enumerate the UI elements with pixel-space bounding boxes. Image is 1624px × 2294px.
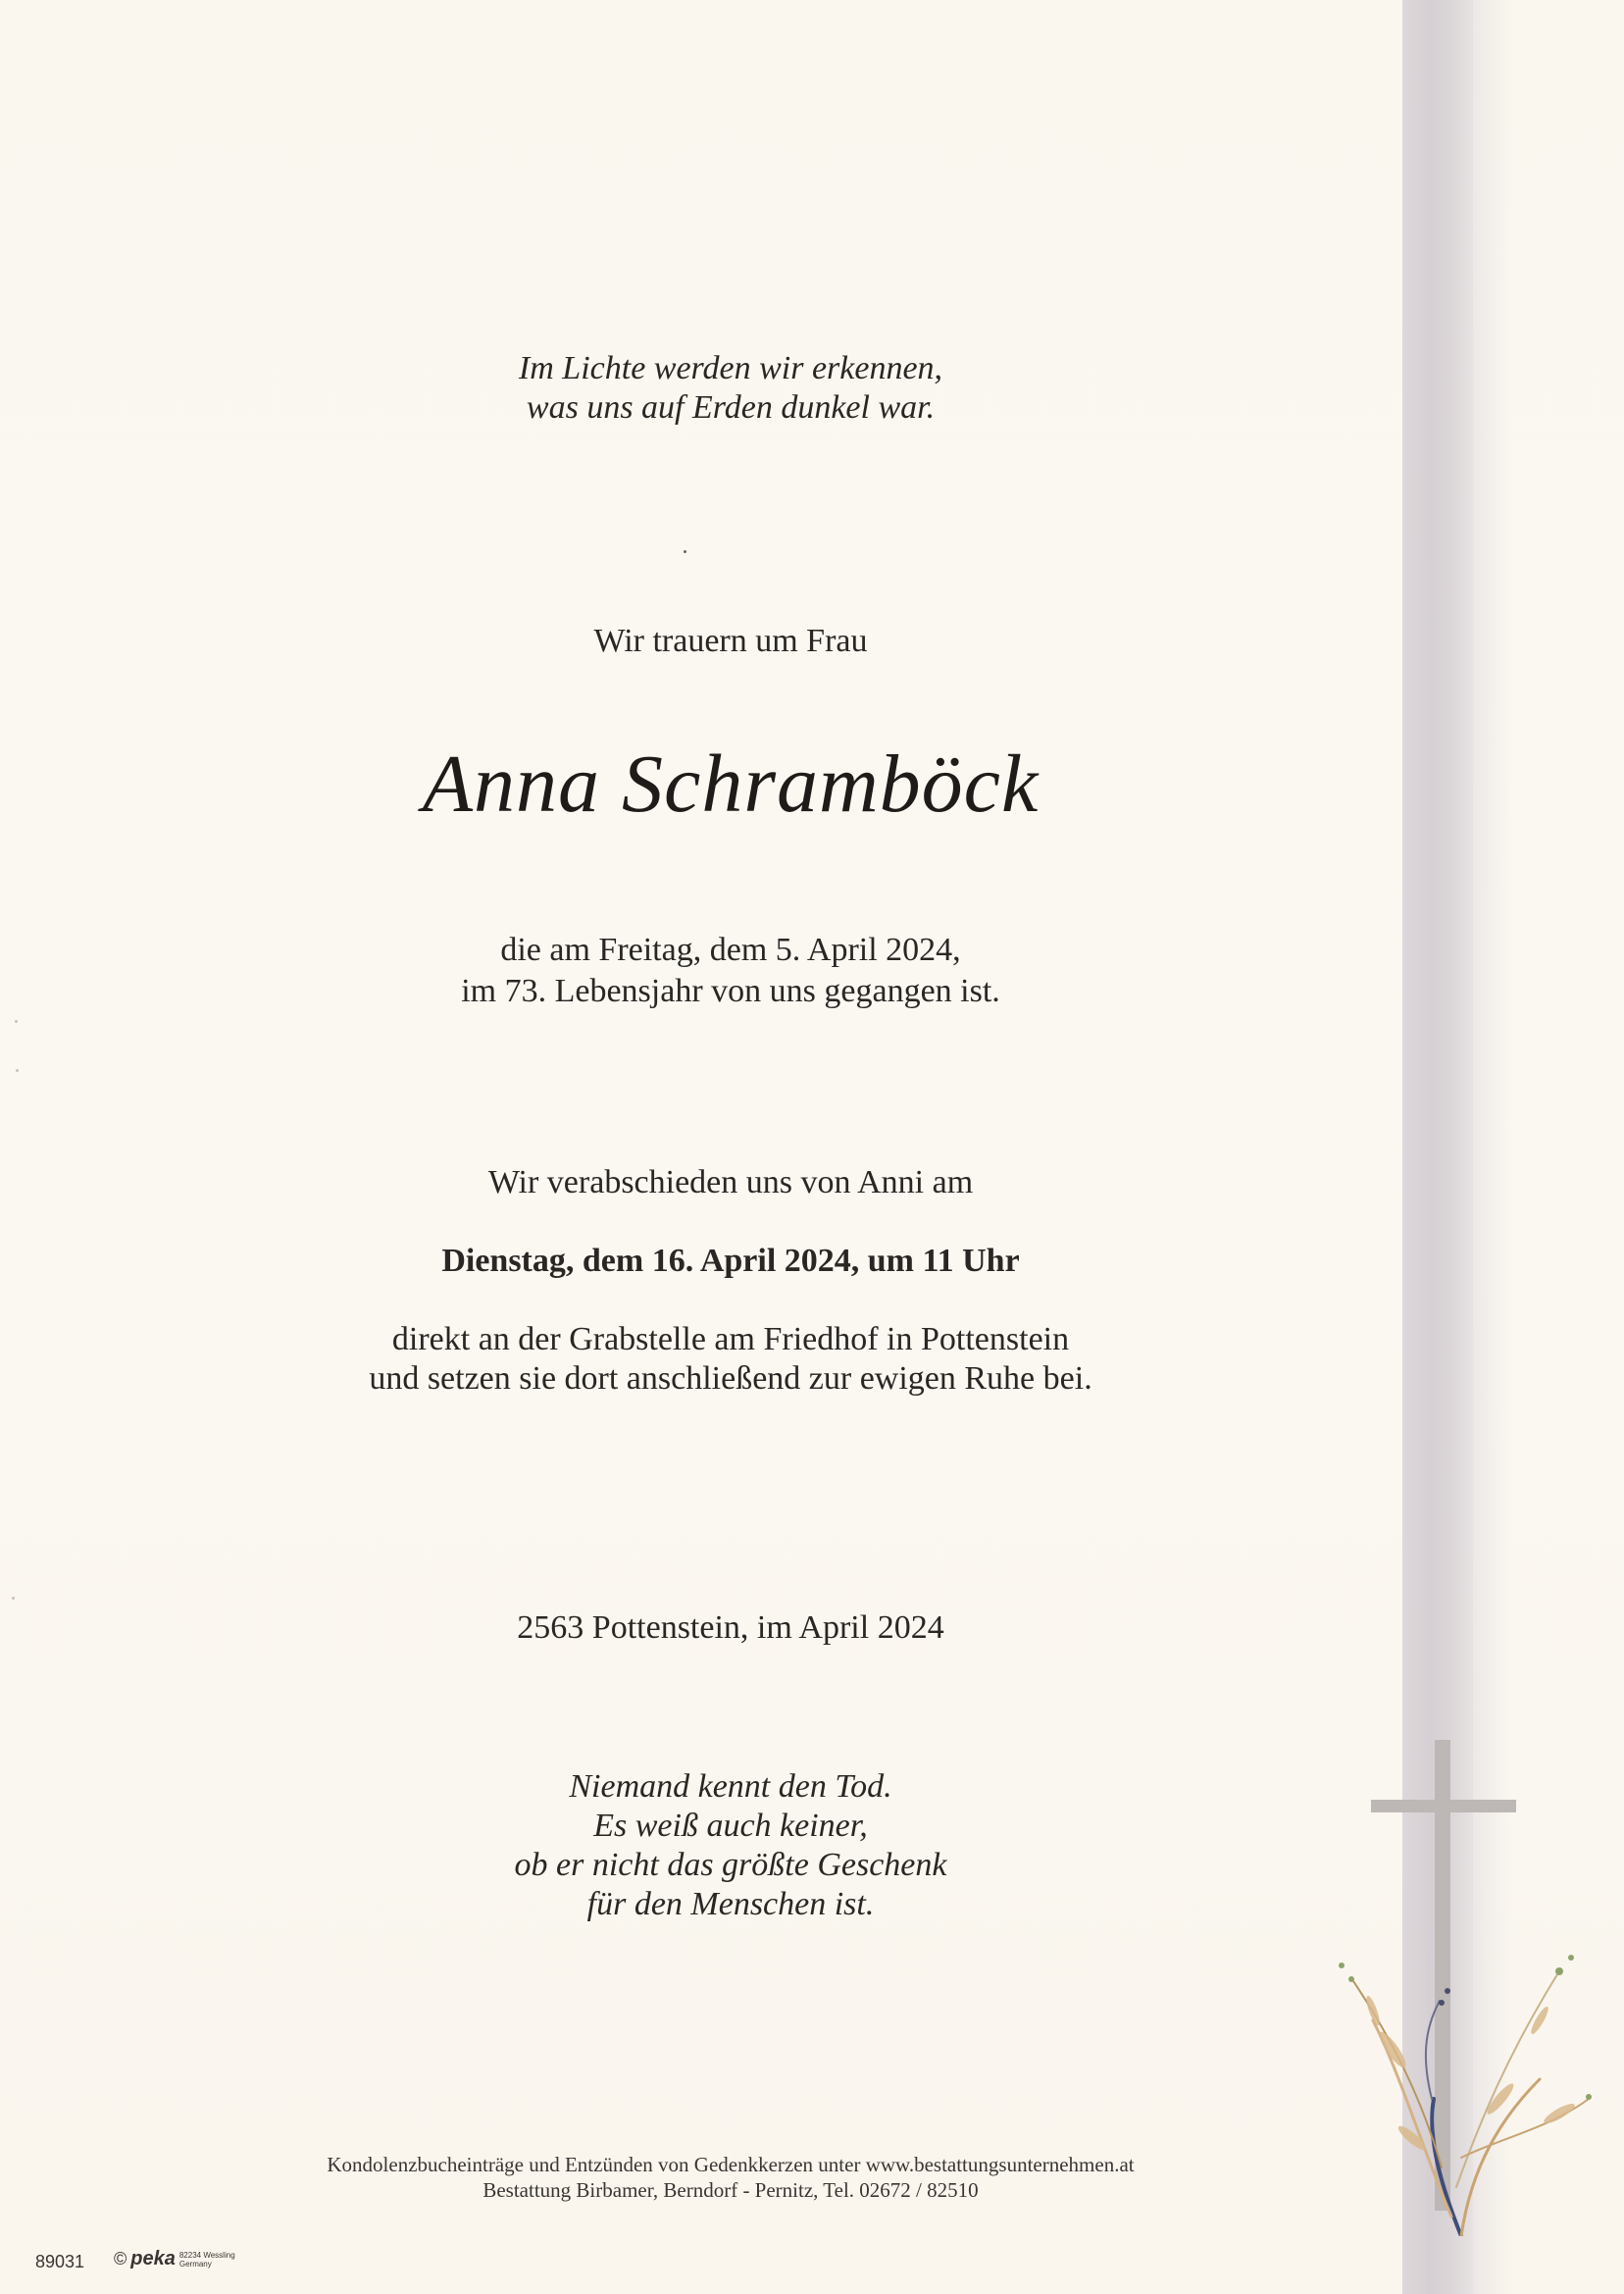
service-place-line-1: direkt an der Grabstelle am Friedhof in Pottenstein <box>391 1321 1070 1357</box>
print-code: 89031 <box>35 2252 85 2271</box>
mourning-intro: Wir trauern um Frau <box>593 623 868 659</box>
copyright-symbol: © <box>114 2249 127 2269</box>
death-notice <box>0 930 1461 1012</box>
paper-speck <box>15 1020 18 1023</box>
paper-speck <box>12 1597 15 1600</box>
motto-line-1: Im Lichte werden wir erkennen, <box>518 350 943 386</box>
cross-with-branches-icon <box>1314 1726 1599 2236</box>
farewell-intro: Wir verabschieden uns von Anni am <box>487 1164 974 1200</box>
printer-brand <box>114 2248 235 2270</box>
printer-address-line-2: Germany <box>178 2259 212 2269</box>
closing-poem <box>0 1767 1461 1924</box>
death-line-2: im 73. Lebensjahr von uns gegangen ist. <box>461 973 1000 1009</box>
deceased-name: Anna Schramböck <box>422 739 1040 830</box>
printer-logo: peka <box>130 2248 176 2269</box>
poem-line-2: Es weiß auch keiner, <box>593 1808 868 1844</box>
plant-branches <box>1353 1971 1589 2236</box>
poem-line-3: ob er nicht das größte Geschenk <box>514 1847 947 1883</box>
service-place-line-2: und setzen sie dort anschließend zur ewigen Ruhe bei. <box>369 1360 1092 1397</box>
printer-address-line-1: 82234 Wessling <box>178 2250 235 2260</box>
footer-line-2: Bestattung Birbamer, Berndorf - Pernitz, Tel. 02672 / 82510 <box>482 2178 979 2202</box>
motto-line-2: was uns auf Erden dunkel war. <box>526 389 936 426</box>
footer-line-1: Kondolenzbucheinträge und Entzünden von Gedenkkerzen unter www.bestattungsunternehmen.at <box>327 2153 1135 2176</box>
poem-line-4: für den Menschen ist. <box>586 1886 875 1922</box>
city-date: 2563 Pottenstein, im April 2024 <box>517 1609 944 1646</box>
printer-address <box>179 2251 235 2269</box>
poem-line-1: Niemand kennt den Tod. <box>569 1768 892 1805</box>
service-date: Dienstag, dem 16. April 2024, um 11 Uhr <box>441 1243 1020 1279</box>
separator-dot <box>684 550 686 553</box>
footer-info <box>0 2152 1461 2203</box>
cross-horizontal-beam <box>1371 1800 1516 1812</box>
motto-quote <box>0 349 1461 428</box>
service-place <box>0 1320 1461 1399</box>
death-line-1: die am Freitag, dem 5. April 2024, <box>500 932 961 968</box>
paper-speck <box>16 1069 19 1072</box>
